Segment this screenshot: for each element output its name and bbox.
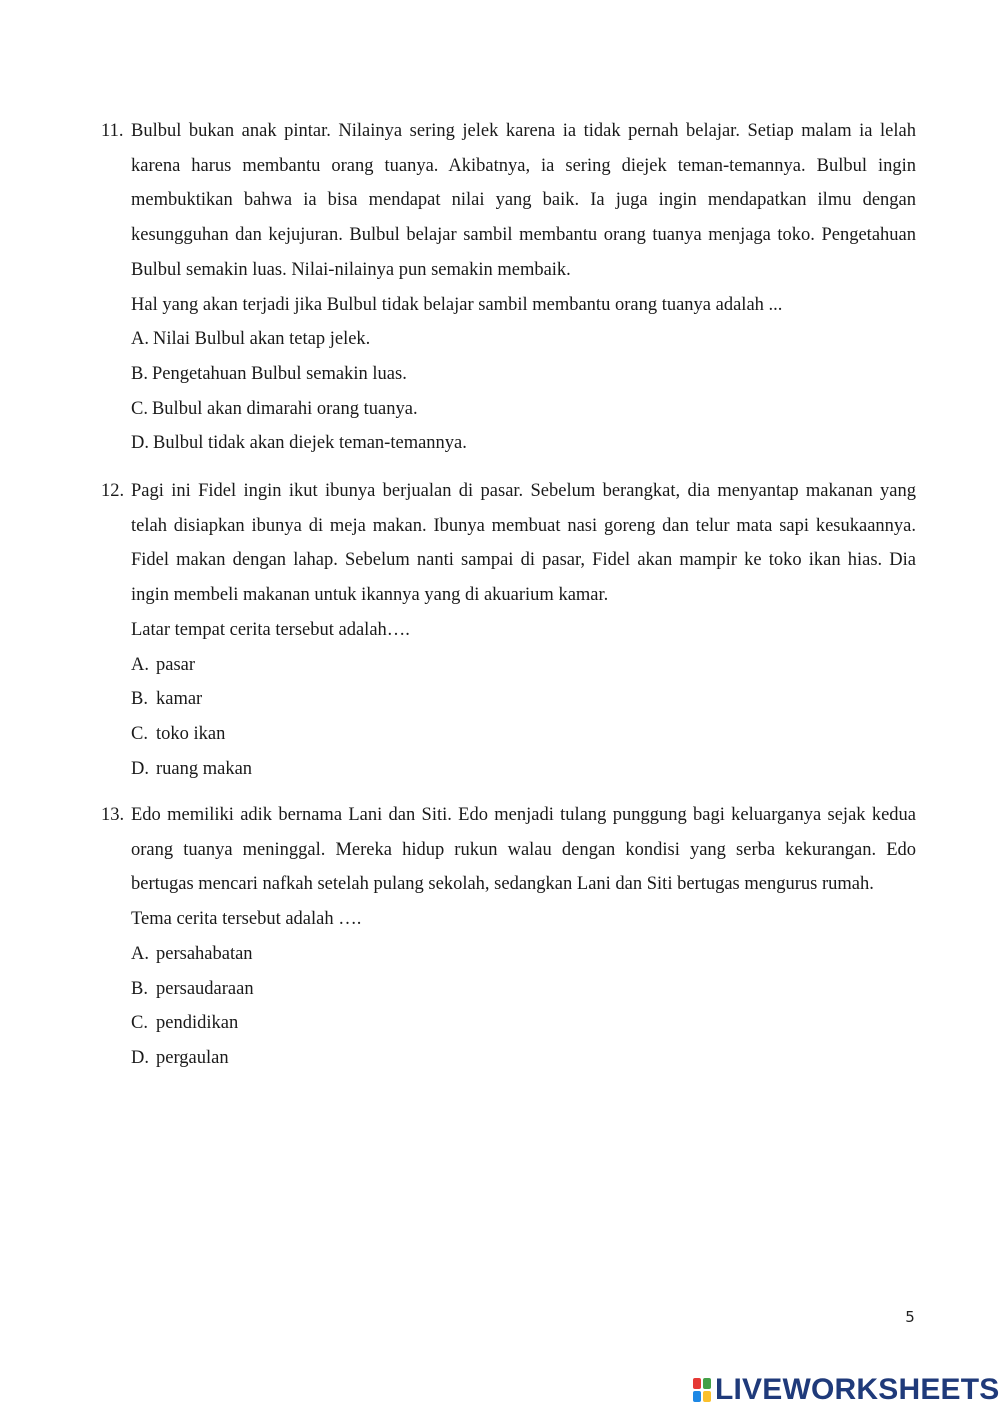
option-letter: D. [131,433,149,454]
question-text: 13. Edo memiliki adik bernama Lani dan Siti. Edo menjadi tulang punggung bagi keluarganya sejak kedua orang tuanya meninggal. Mereka hidup rukun walau dengan kondisi yang serba kekurangan. Edo bertugas mencari nafkah setelah pulang sekolah, sedangkan Lani dan Siti bertugas mengurus rumah. [0,798,916,902]
option-letter: B. [131,363,148,384]
option-text: pergaulan [156,1047,229,1068]
option-text: persaudaraan [156,978,254,999]
option-text: toko ikan [156,723,226,744]
option-text: Bulbul tidak akan diejek teman-temannya. [153,433,467,454]
option-b[interactable] [0,972,1000,1007]
question-text: 12. Pagi ini Fidel ingin ikut ibunya berjualan di pasar. Sebelum berangkat, dia menyantap makanan yang telah disiapkan ibunya di meja makan. Ibunya membuat nasi goreng dan telur mata sapi kesukaannya. Fidel makan dengan lahap. Sebelum nanti sampai di pasar, Fidel akan mampir ke toko ikan hias. Dia ingin membeli makanan untuk ikannya yang di akuarium kamar. [0,474,916,613]
option-text: Bulbul akan dimarahi orang tuanya. [151,398,418,419]
option-letter: C. [131,1013,148,1034]
option-text: persahabatan [156,943,253,964]
option-d[interactable] [0,752,1000,787]
option-text: kamar [156,689,203,710]
option-c[interactable] [0,392,1000,427]
option-b[interactable] [0,682,1000,717]
option-letter: C. [131,398,148,419]
question-13 [0,798,1000,1076]
question-12 [0,474,1000,786]
option-a[interactable] [0,322,1000,357]
liveworksheets-logo-icon [692,1377,712,1403]
option-letter: D. [131,1047,149,1068]
option-d[interactable] [0,1041,1000,1076]
option-letter: B. [131,978,148,999]
option-letter: C. [131,723,148,744]
option-text: ruang makan [156,758,253,779]
question-prompt: Latar tempat cerita tersebut adalah…. [131,619,410,640]
option-a[interactable] [0,937,1000,972]
question-number: 11. [101,121,124,141]
option-letter: A. [131,943,149,964]
option-b[interactable] [0,357,1000,392]
logo-square-yellow [703,1391,711,1402]
option-letter: B. [131,689,148,710]
question-prompt: Hal yang akan terjadi jika Bulbul tidak belajar sambil membantu orang tuanya adalah ... [131,294,783,315]
question-prompt: Tema cerita tersebut adalah …. [131,909,362,930]
question-text: 11. Bulbul bukan anak pintar. Nilainya sering jelek karena ia tidak pernah belajar. Setiap malam ia lelah karena harus membantu orang tuanya. Akibatnya, ia sering diejek teman-temannya. Bulbul ingin membuktikan bahwa ia bisa mendapat nilai yang baik. Ia juga ingin mendapatkan ilmu dengan kesungguhan dan kejujuran. Bulbul belajar sambil membantu orang tuanya menjaga toko. Pengetahuan Bulbul semakin luas. Nilai-nilainya pun semakin membaik. [0,114,916,288]
question-11 [0,114,1000,461]
option-text: Nilai Bulbul akan tetap jelek. [153,329,371,350]
logo-square-green [703,1378,711,1389]
logo-square-blue [693,1391,701,1402]
question-number: 12. [101,481,125,501]
option-c[interactable] [0,1006,1000,1041]
option-a[interactable] [0,648,1000,683]
option-text: pasar [156,654,196,675]
option-text: Pengetahuan Bulbul semakin luas. [151,363,407,384]
option-c[interactable] [0,717,1000,752]
page-number: 5 [905,1308,915,1326]
brand-name: LIVEWORKSHEETS [715,1373,1000,1406]
liveworksheets-brand[interactable] [692,1372,1000,1408]
option-letter: A. [131,329,149,350]
option-letter: A. [131,654,149,675]
option-d[interactable] [0,426,1000,461]
logo-square-red [693,1378,701,1389]
option-text: pendidikan [156,1013,239,1034]
option-letter: D. [131,758,149,779]
question-number: 13. [101,805,125,825]
